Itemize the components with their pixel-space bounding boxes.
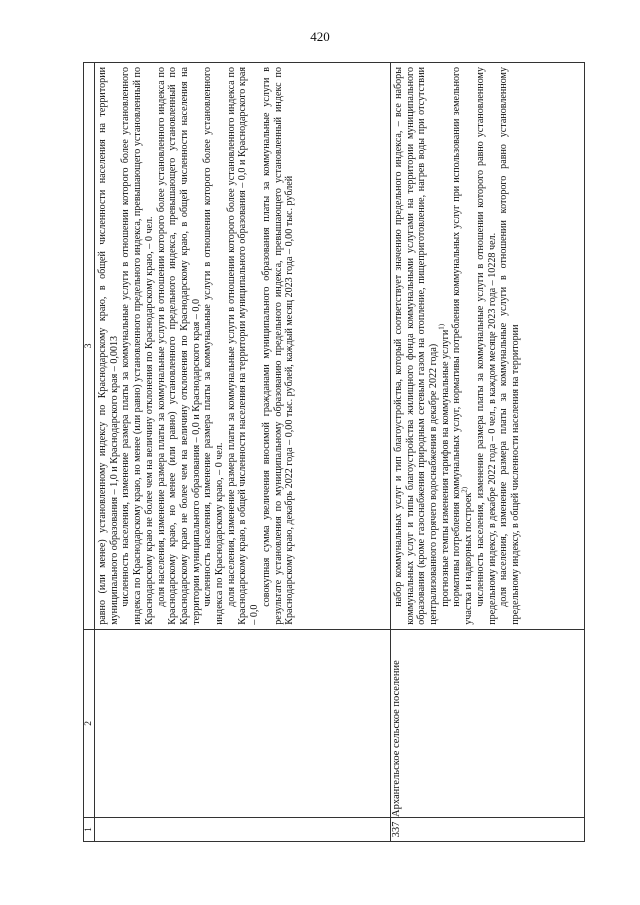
paragraph: набор коммунальных услуг и тип благоустройства, который соответствует значению предельного индекса, – все наборы коммунальных услуг и типы благоустройства жилищного фонда коммунальными услугами на территории муниципального образования (кроме газоснабжения природным сетевым газом на отопление, пищеприготовление, нагрев воды при отсутствии централизованного горячего водоснабжения в декабре 2022 года): [392, 67, 440, 625]
header-col-2: 2: [84, 629, 95, 817]
rotated-table-wrapper: [83, 62, 585, 842]
municipality-cell: Архангельское сельское поселение: [390, 629, 584, 817]
table-row-337: [390, 63, 584, 842]
row-number-cell: 337: [390, 817, 584, 841]
paragraph: численность населения, изменение размера платы за коммунальные услуги в отношении которого более установленного индекса по Краснодарскому краю, – 0 чел.: [202, 67, 226, 625]
paragraph: численность населения, изменение размера платы за коммунальные услуги в отношении которого равно установленному предельному индексу, в декабре 2022 года – 0 чел., в каждом месяце 2023 года – 10228 чел.: [474, 67, 498, 625]
index-table: [83, 62, 585, 842]
row-number-cell: [95, 817, 391, 841]
paragraph-text: прогнозные темпы изменения тарифов на коммунальные услуги: [439, 329, 451, 607]
description-cell: [390, 63, 584, 630]
paragraph: равно (или менее) установленному индексу по Краснодарскому краю, в общей численности населения на территории муниципального образования – 1,0 и Краснодарского края – 0,0013: [97, 67, 120, 625]
table-header-row: [84, 63, 95, 842]
header-col-3: 3: [84, 63, 95, 630]
paragraph: доля населения, изменение размера платы за коммунальные услуги в отношении которого более установленного индекса по Краснодарскому краю, в общей численности населения на территории муниципального образования – 0,0 и Краснодарского края – 0,0: [225, 67, 261, 625]
paragraph: совокупная сумма увеличения вносимой гражданами муниципального образования платы за коммунальные услуги в результате установления по муниципальному образованию предельного индекса, превышающего установленный индекс по Краснодарскому краю, декабрь 2022 года – 0,00 тыс. рублей, каждый месяц 2023 года – 0,00 тыс. рублей: [260, 67, 296, 625]
footnote-mark: 1): [437, 323, 446, 330]
paragraph: доля населения, изменение размера платы за коммунальные услуги в отношении которого более установленного индекса по Краснодарскому краю, но менее (или равно) установленного предельного индекса, превышающего установленный по Краснодарскому краю не более чем на величину отклонения по Краснодарскому краю, в общей численности населения на территории муниципального образования – 0,0 и Краснодарского края – 0,0: [155, 67, 202, 625]
page-number: 420: [310, 29, 330, 44]
table-row-continuation: [95, 63, 391, 842]
header-col-1: 1: [84, 817, 95, 841]
footnote-mark: 2): [460, 486, 469, 493]
description-cell: [95, 63, 391, 630]
paragraph-text: нормативы потребления коммунальных услуг, нормативы потребления коммунальных услуг при использовании земельного участка и надворных построек: [451, 67, 475, 625]
paragraph: доля населения, изменение размера платы за коммунальные услуги в отношении которого равно установленному предельному индексу, в общей численности населения на территории: [498, 67, 521, 625]
paragraph: [451, 67, 474, 625]
paragraph: численность населения, изменение размера платы за коммунальные услуги в отношении которого более установленного индекса по Краснодарскому краю, но менее (или равно) установленного предельного индекса, превышающего установленный по Краснодарскому краю не более чем на величину отклонения по Краснодарскому краю, – 0 чел.: [120, 67, 155, 625]
paragraph: [437, 67, 452, 625]
municipality-cell: [95, 629, 391, 817]
